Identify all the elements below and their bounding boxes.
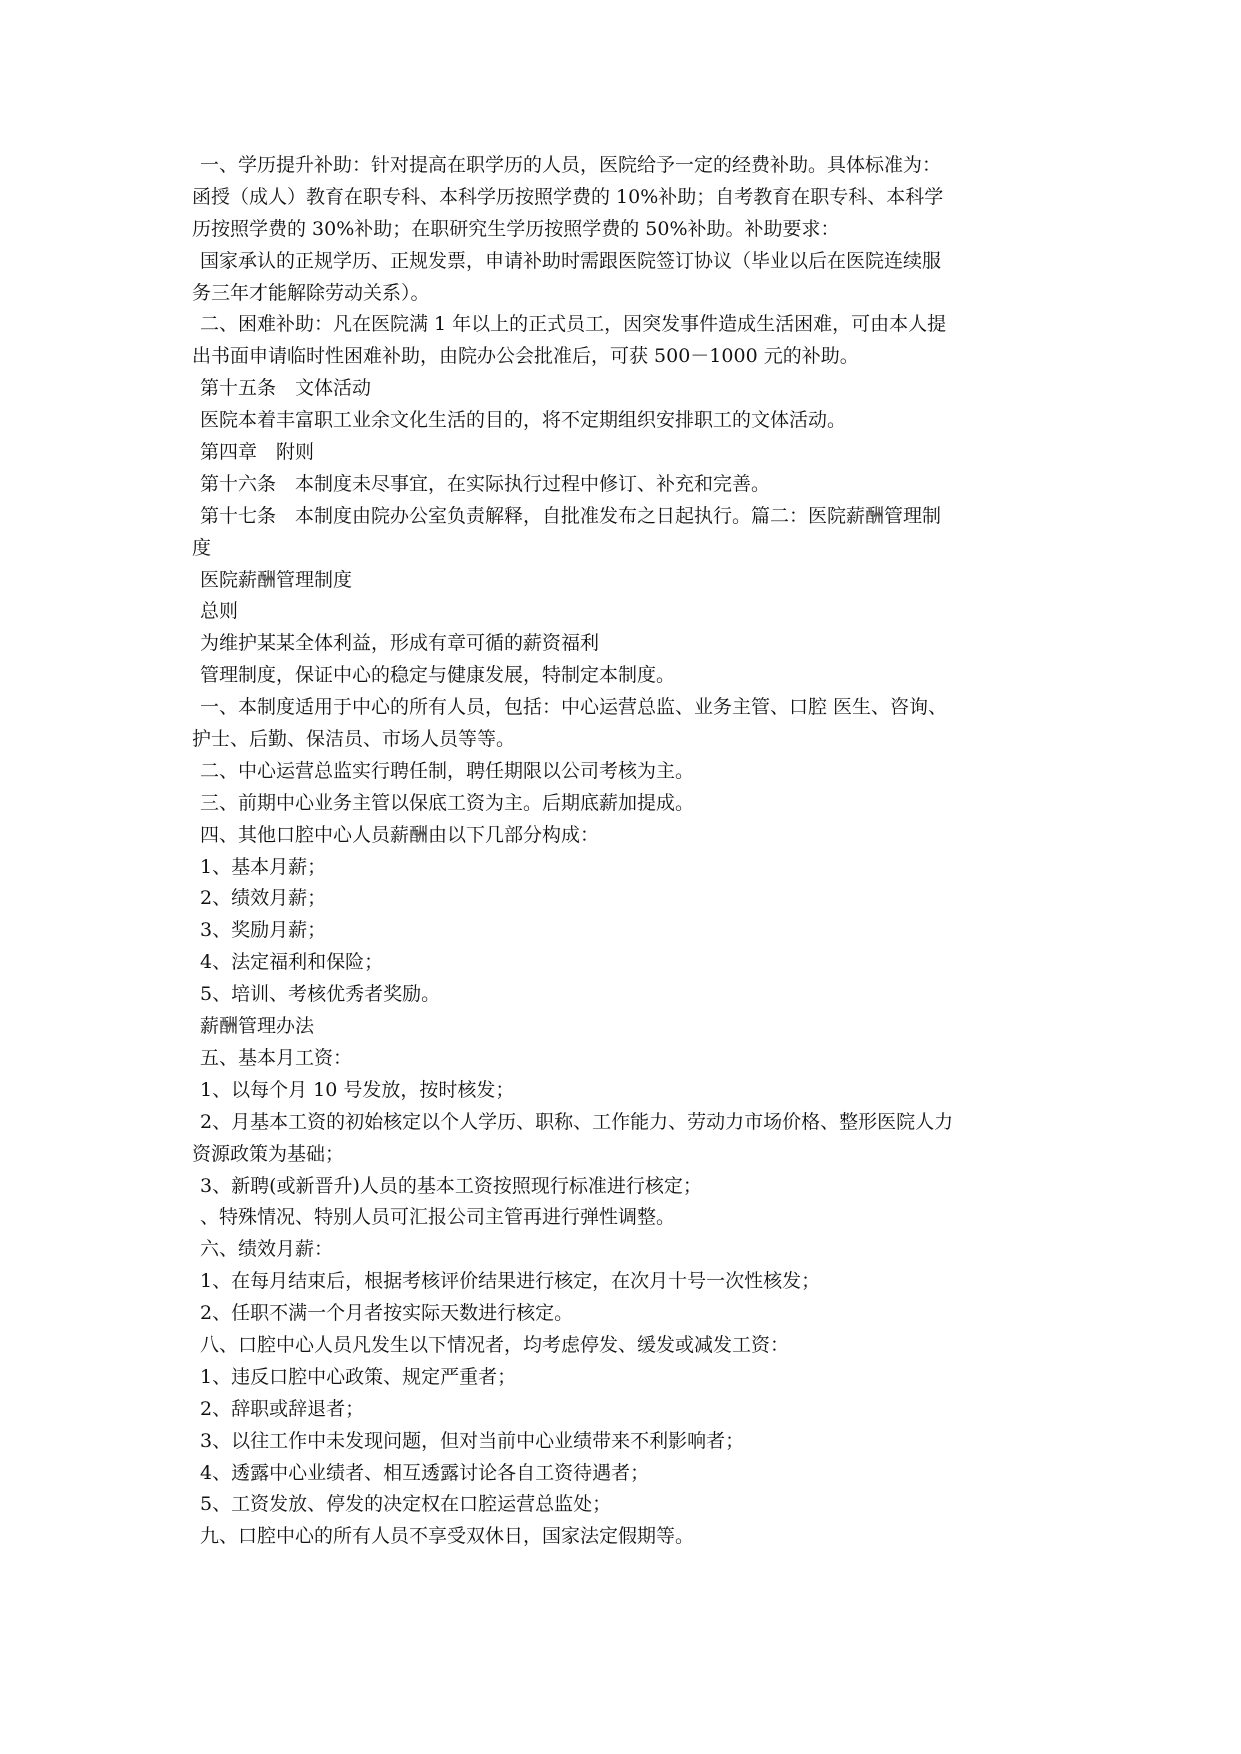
text-line: 1、违反口腔中心政策、规定严重者； bbox=[200, 1365, 517, 1388]
text-line: 六、绩效月薪： bbox=[200, 1238, 334, 1261]
text-line: 历按照学费的 30%补助；在职研究生学历按照学费的 50%补助。补助要求： bbox=[192, 217, 840, 240]
text-line: 总则 bbox=[200, 600, 239, 623]
text-line: 八、口腔中心人员凡发生以下情况者，均考虑停发、缓发或减发工资： bbox=[200, 1333, 790, 1356]
text-line: 五、基本月工资： bbox=[200, 1046, 353, 1069]
text-line: 3、新聘(或新晋升)人员的基本工资按照现行标准进行核定； bbox=[200, 1174, 702, 1197]
text-line: 薪酬管理办法 bbox=[200, 1015, 315, 1038]
text-line: 二、困难补助：凡在医院满 1 年以上的正式员工，因突发事件造成生活困难，可由本人提 bbox=[200, 313, 947, 336]
text-line: 第十五条 文体活动 bbox=[200, 377, 372, 400]
text-line: 一、学历提升补助：针对提高在职学历的人员，医院给予一定的经费补助。具体标准为： bbox=[200, 154, 942, 176]
text-line: 函授（成人）教育在职专科、本科学历按照学费的 10%补助；自考教育在职专科、本科学 bbox=[192, 185, 944, 208]
text-line: 5、培训、考核优秀者奖励。 bbox=[200, 983, 441, 1006]
text-line: 度 bbox=[192, 536, 212, 559]
text-line: 管理制度，保证中心的稳定与健康发展，特制定本制度。 bbox=[200, 664, 676, 687]
text-line: 资源政策为基础； bbox=[192, 1142, 345, 1165]
text-line: 九、口腔中心的所有人员不享受双休日，国家法定假期等。 bbox=[200, 1525, 695, 1548]
text-line: 第十七条 本制度由院办公室负责解释，自批准发布之日起执行。篇二：医院薪酬管理制 bbox=[200, 504, 942, 527]
text-line: 2、绩效月薪； bbox=[200, 887, 327, 910]
text-line: 5、工资发放、停发的决定权在口腔运营总监处； bbox=[200, 1493, 612, 1516]
text-line: 4、法定福利和保险； bbox=[200, 951, 384, 974]
text-line: 第四章 附则 bbox=[200, 441, 315, 464]
text-line: 4、透露中心业绩者、相互透露讨论各自工资待遇者； bbox=[200, 1461, 650, 1484]
text-line: 二、中心运营总监实行聘任制，聘任期限以公司考核为主。 bbox=[200, 759, 695, 782]
text-line: 3、以往工作中未发现问题，但对当前中心业绩带来不利影响者； bbox=[200, 1429, 745, 1452]
text-line: 四、其他口腔中心人员薪酬由以下几部分构成： bbox=[200, 823, 600, 846]
text-line: 务三年才能解除劳动关系）。 bbox=[192, 281, 430, 304]
text-line: 为维护某某全体利益，形成有章可循的薪资福利 bbox=[200, 632, 600, 655]
text-line: 2、任职不满一个月者按实际天数进行核定。 bbox=[200, 1302, 574, 1325]
document-page bbox=[192, 150, 1062, 1553]
text-line: 医院薪酬管理制度 bbox=[200, 568, 353, 591]
text-line: 出书面申请临时性困难补助，由院办公会批准后，可获 500－1000 元的补助。 bbox=[192, 345, 859, 368]
text-line: 2、辞职或辞退者； bbox=[200, 1397, 365, 1420]
text-line: 护士、后勤、保洁员、市场人员等等。 bbox=[192, 728, 516, 751]
text-line: 一、本制度适用于中心的所有人员，包括：中心运营总监、业务主管、口腔 医生、咨询、 bbox=[200, 696, 948, 719]
text-line: 三、前期中心业务主管以保底工资为主。后期底薪加提成。 bbox=[200, 791, 695, 814]
text-line: 医院本着丰富职工业余文化生活的目的，将不定期组织安排职工的文体活动。 bbox=[200, 409, 847, 432]
text-line: 第十六条 本制度未尽事宜，在实际执行过程中修订、补充和完善。 bbox=[200, 472, 771, 495]
text-line: 1、以每个月 10 号发放，按时核发； bbox=[200, 1078, 515, 1101]
text-line: 2、月基本工资的初始核定以个人学历、职称、工作能力、劳动力市场价格、整形医院人力 bbox=[200, 1110, 954, 1133]
text-line: 1、基本月薪； bbox=[200, 855, 327, 878]
text-line: 、特殊情况、特别人员可汇报公司主管再进行弹性调整。 bbox=[200, 1206, 676, 1229]
text-line: 3、奖励月薪； bbox=[200, 919, 327, 942]
text-line: 国家承认的正规学历、正规发票，申请补助时需跟医院签订协议（毕业以后在医院连续服 bbox=[200, 249, 942, 272]
text-line: 1、在每月结束后，根据考核评价结果进行核定，在次月十号一次性核发； bbox=[200, 1270, 821, 1293]
